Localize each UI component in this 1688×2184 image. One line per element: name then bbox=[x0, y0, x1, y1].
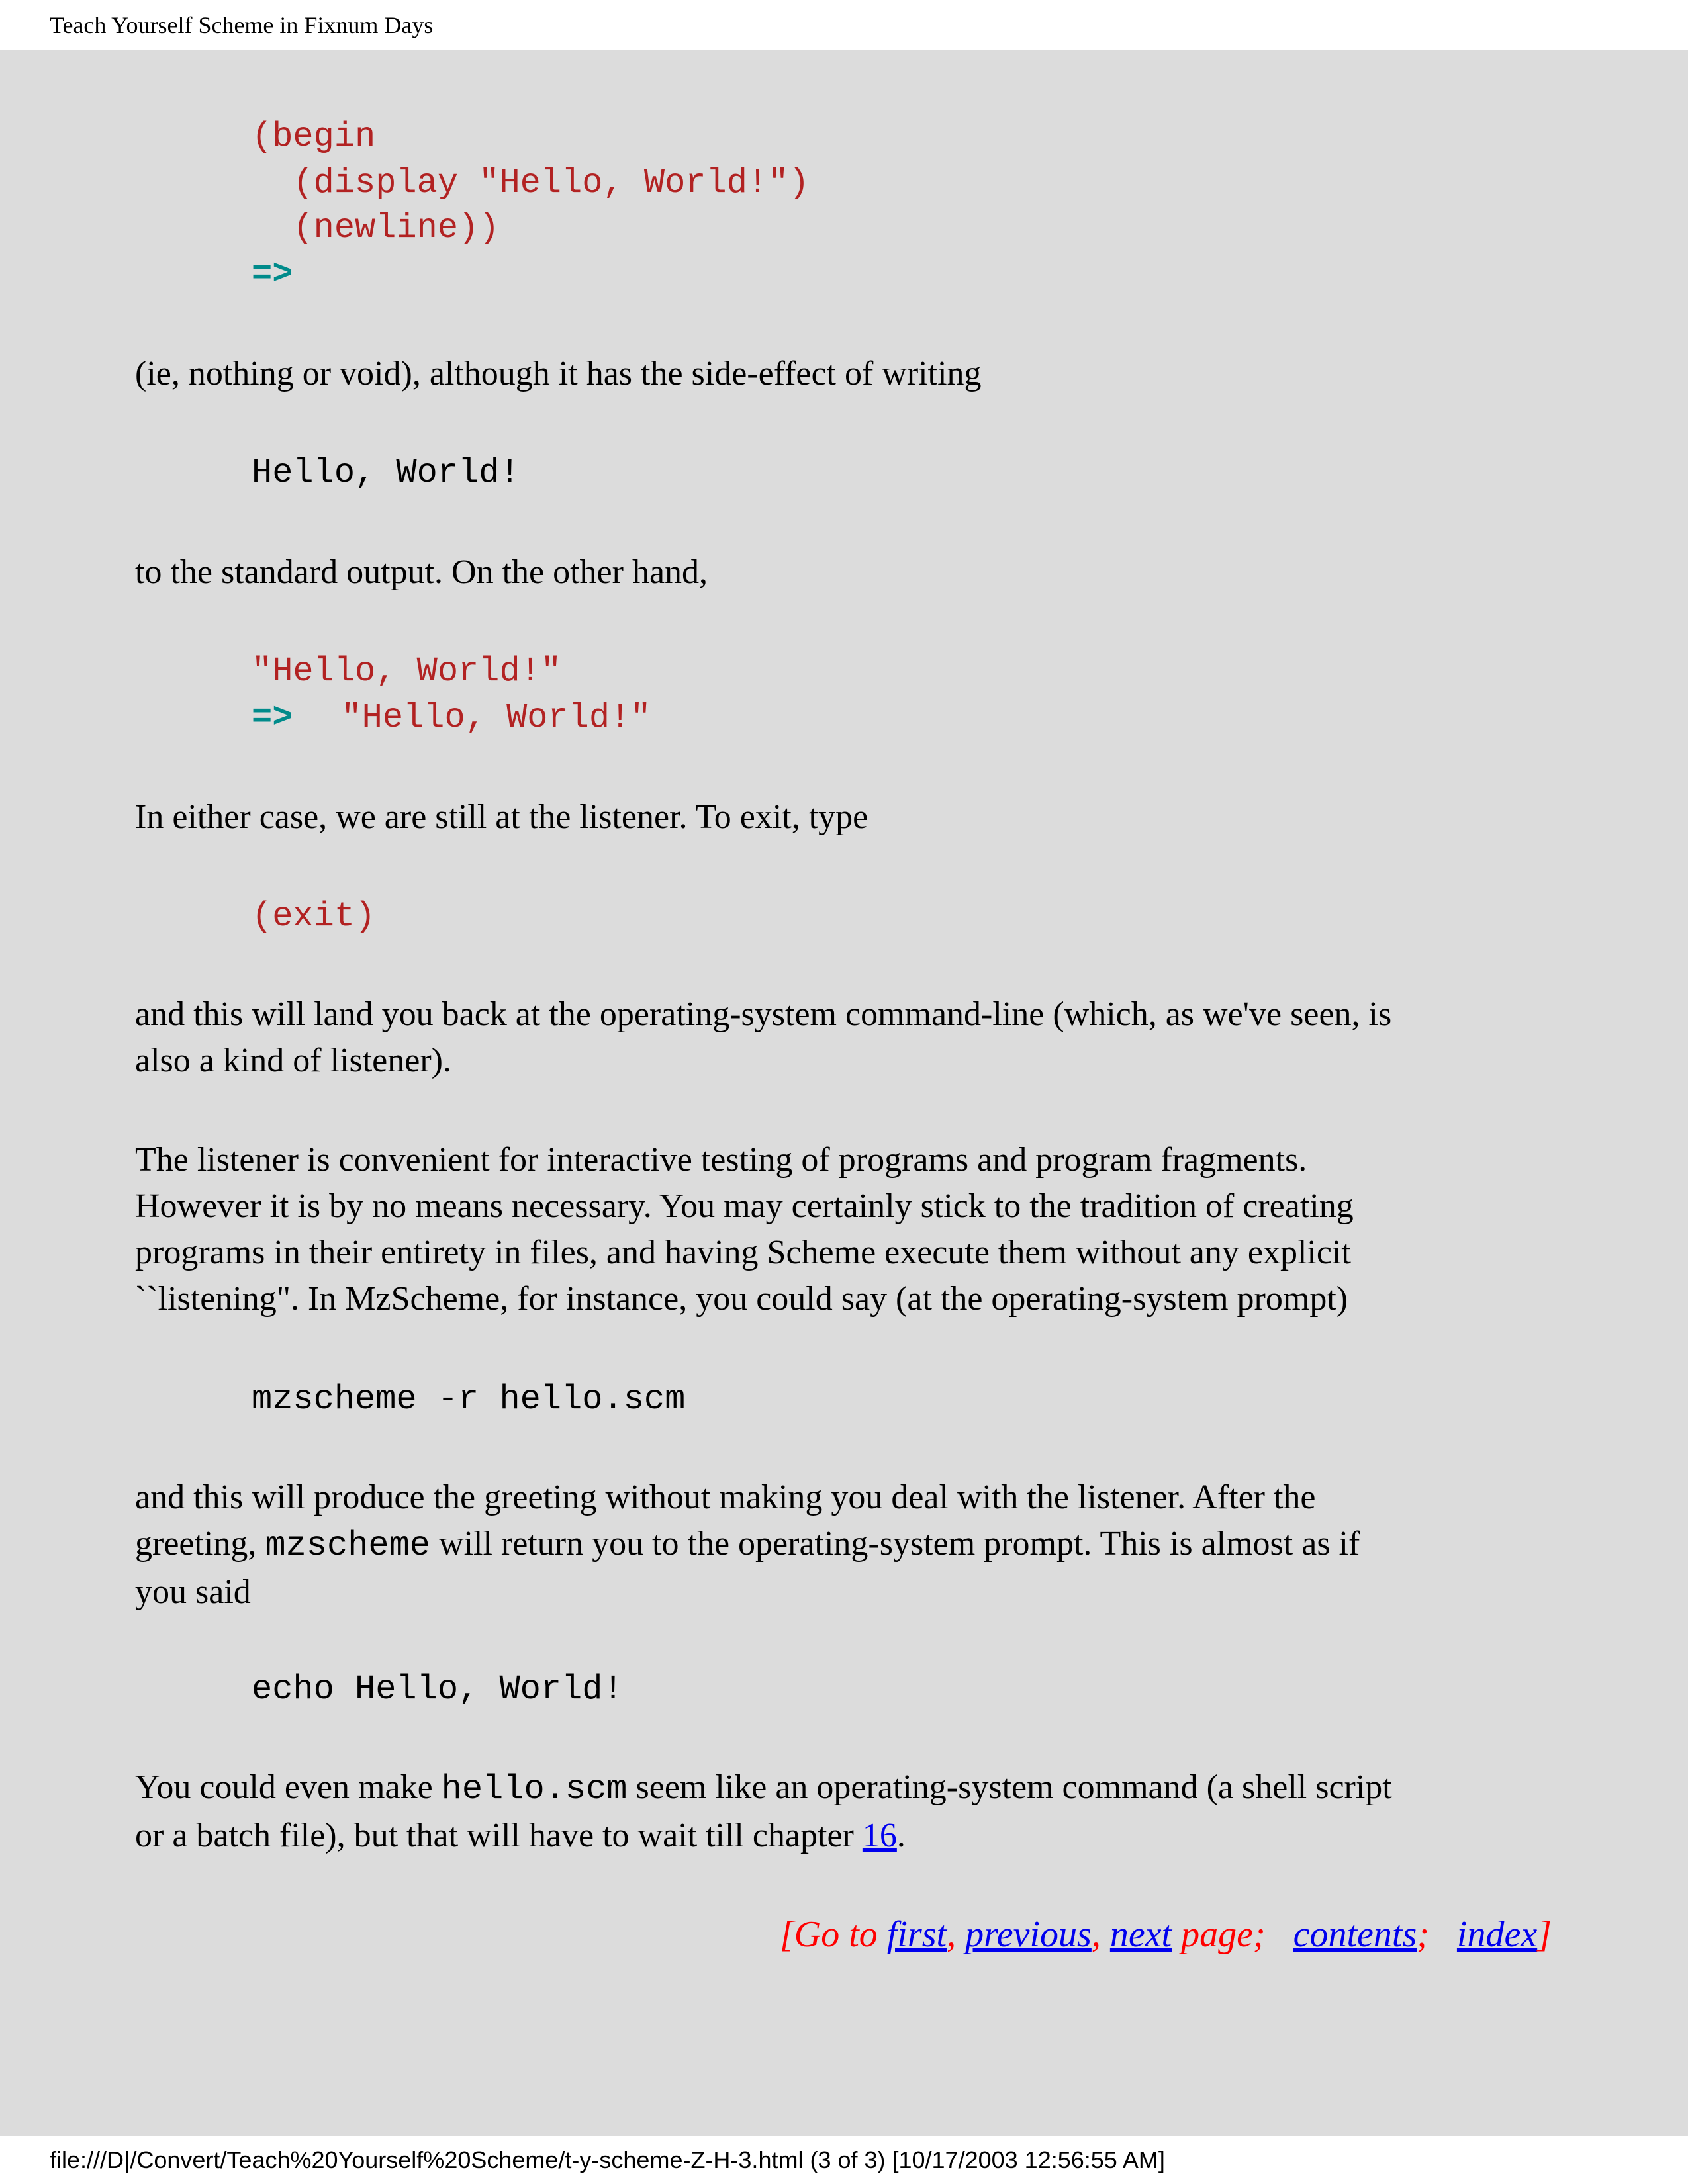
code-line: (exit) bbox=[252, 897, 376, 936]
paragraph-line: programs in their entirety in files, and having Scheme execute them without any explicit bbox=[135, 1234, 1351, 1271]
paragraph-line: However it is by no means necessary. You may certainly stick to the tradition of creating bbox=[135, 1187, 1354, 1225]
print-footer bbox=[0, 2136, 1688, 2184]
paragraph-line: also a kind of listener). bbox=[135, 1042, 451, 1079]
page-navigation: [Go to first, previous, next page; contents; index] bbox=[780, 1914, 1552, 1955]
chapter-link[interactable]: 16 bbox=[862, 1817, 897, 1854]
paragraph-line: or a batch file), but that will have to wait till chapter 16. bbox=[135, 1817, 906, 1854]
result-arrow: => bbox=[252, 255, 293, 294]
inline-code: mzscheme bbox=[265, 1526, 431, 1565]
inline-code: hello.scm bbox=[441, 1770, 628, 1809]
paragraph-line: The listener is convenient for interactive testing of programs and program fragments. bbox=[135, 1141, 1307, 1179]
nav-contents-link[interactable]: contents bbox=[1293, 1914, 1417, 1955]
document-title: Teach Yourself Scheme in Fixnum Days bbox=[50, 12, 434, 38]
paragraph-line: and this will produce the greeting without making you deal with the listener. After the bbox=[135, 1479, 1316, 1516]
paragraph bbox=[135, 1137, 1354, 1322]
output-sample: Hello, World! bbox=[252, 453, 520, 492]
paragraph-line: you said bbox=[135, 1573, 251, 1611]
code-line: (begin bbox=[252, 117, 376, 156]
paragraph: (ie, nothing or void), although it has the side-effect of writing bbox=[135, 355, 982, 392]
footer-url: file:///D|/Convert/Teach%20Yourself%20Scheme/t-y-scheme-Z-H-3.html (3 of 3) [10/17/2003 12:56:55 AM] bbox=[50, 2146, 1165, 2173]
print-header bbox=[0, 0, 1688, 50]
code-line: (newline)) bbox=[252, 208, 500, 248]
result-arrow: => bbox=[252, 698, 293, 737]
paragraph bbox=[135, 1764, 1392, 1859]
code-result-line bbox=[252, 695, 651, 741]
paragraph-line: You could even make hello.scm seem like an operating-system command (a shell script bbox=[135, 1768, 1392, 1809]
nav-previous-link[interactable]: previous bbox=[965, 1914, 1092, 1955]
nav-index-link[interactable]: index bbox=[1456, 1914, 1538, 1955]
page-content bbox=[0, 50, 1688, 2136]
nav-first-link[interactable]: first bbox=[886, 1914, 947, 1955]
nav-next-link[interactable]: next bbox=[1109, 1914, 1172, 1955]
command-line: echo Hello, World! bbox=[252, 1670, 624, 1709]
paragraph-line: and this will land you back at the operating-system command-line (which, as we've seen, is bbox=[135, 995, 1392, 1033]
paragraph-line: ``listening". In MzScheme, for instance, you could say (at the operating-system prompt) bbox=[135, 1280, 1348, 1318]
code-line: (display "Hello, World!") bbox=[252, 163, 810, 203]
code-result: "Hello, World!" bbox=[341, 698, 651, 737]
paragraph: In either case, we are still at the listener. To exit, type bbox=[135, 798, 868, 836]
paragraph-line: greeting, mzscheme will return you to the operating-system prompt. This is almost as if bbox=[135, 1525, 1360, 1565]
paragraph bbox=[135, 1475, 1360, 1615]
paragraph: to the standard output. On the other hand, bbox=[135, 553, 708, 591]
command-line: mzscheme -r hello.scm bbox=[252, 1380, 686, 1419]
code-line: "Hello, World!" bbox=[252, 652, 562, 691]
paragraph bbox=[135, 991, 1391, 1084]
